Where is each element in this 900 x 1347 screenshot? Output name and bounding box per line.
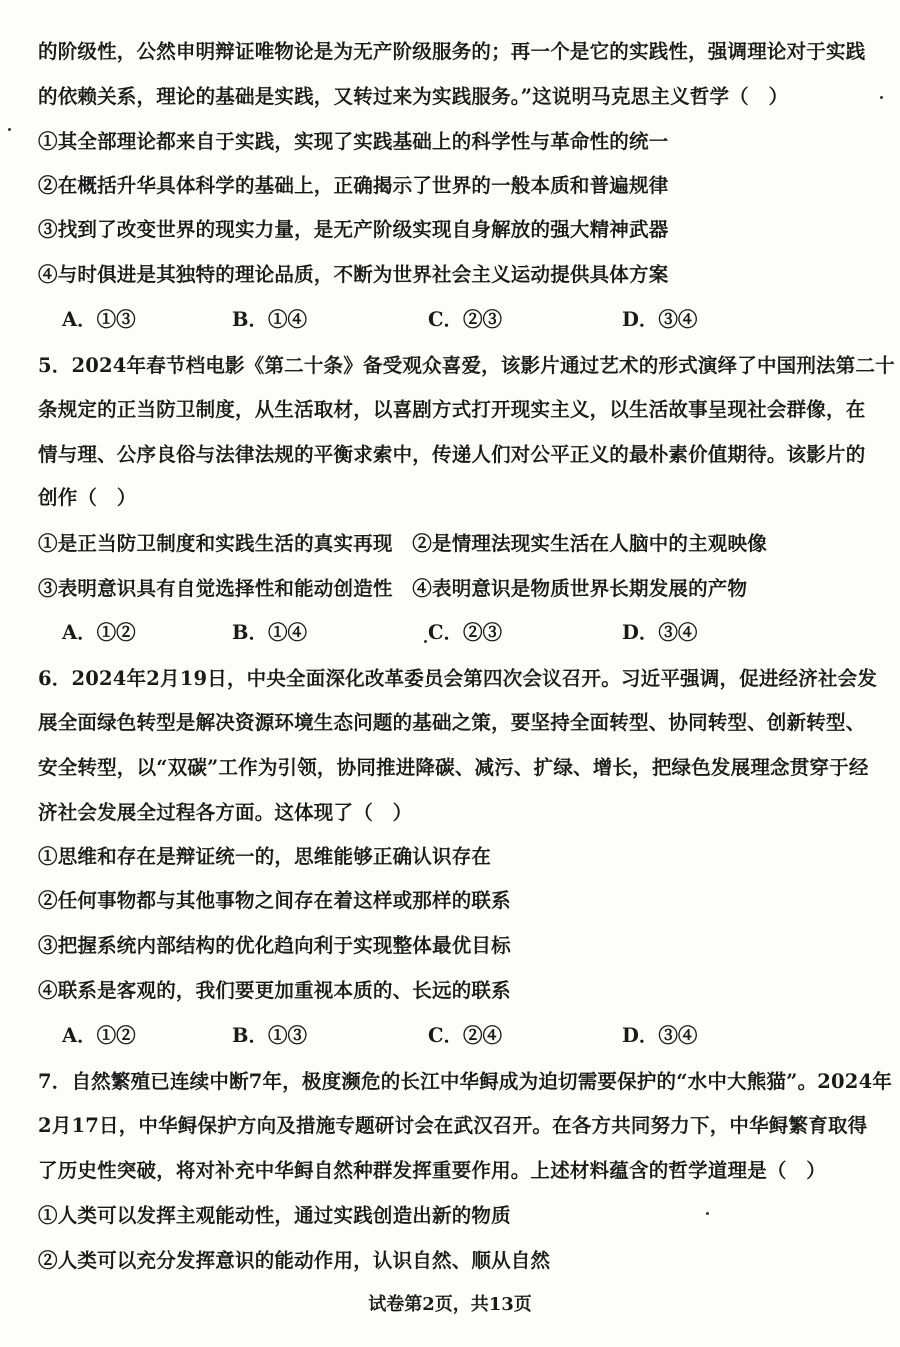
- q6-option-a: A．①②: [62, 1024, 136, 1047]
- q7-statement-2: ②人类可以充分发挥意识的能动作用，认识自然、顺从自然: [38, 1249, 551, 1272]
- q5-text-line-3: 情与理、公序良俗与法律法规的平衡求索中，传递人们对公平正义的最朴素价值期待。该影片的: [38, 443, 866, 466]
- q7-statement-1: ①人类可以发挥主观能动性，通过实践创造出新的物质: [38, 1204, 511, 1227]
- q5-option-c: C．②③: [428, 621, 503, 644]
- q4-option-d: D．③④: [622, 308, 698, 331]
- q6-statement-3: ③把握系统内部结构的优化趋向利于实现整体最优目标: [38, 934, 511, 957]
- q5-statements-1-2: ①是正当防卫制度和实践生活的真实再现 ②是情理法现实生活在人脑中的主观映像: [38, 532, 767, 555]
- q6-option-b: B．①③: [232, 1024, 307, 1047]
- q7-text-line-1: 7．自然繁殖已连续中断7年，极度濒危的长江中华鲟成为迫切需要保护的“水中大熊猫”。2024年: [38, 1070, 893, 1093]
- q5-text-line-1: 5．2024年春节档电影《第二十条》备受观众喜爱，该影片通过艺术的形式演绎了中国刑法第二十: [38, 354, 895, 377]
- q4-statement-1: ①其全部理论都来自于实践，实现了实践基础上的科学性与革命性的统一: [38, 130, 669, 153]
- q5-option-d: D．③④: [622, 621, 698, 644]
- q5-option-b: B．①④: [232, 621, 307, 644]
- q5-statements-3-4: ③表明意识具有自觉选择性和能动创造性 ④表明意识是物质世界长期发展的产物: [38, 577, 748, 600]
- q5-text-line-4: 创作（ ）: [38, 486, 137, 509]
- q4-option-c: C．②③: [428, 308, 503, 331]
- q7-text-line-2: 2月17日，中华鲟保护方向及措施专题研讨会在武汉召开。在各方共同努力下，中华鲟繁育取得: [38, 1114, 868, 1137]
- q7-text-line-3: 了历史性突破，将对补充中华鲟自然种群发挥重要作用。上述材料蕴含的哲学道理是（ ）: [38, 1159, 827, 1182]
- q6-text-line-4: 济社会发展全过程各方面。这体现了（ ）: [38, 801, 413, 824]
- q6-text-line-1: 6．2024年2月19日，中央全面深化改革委员会第四次会议召开。习近平强调，促进经济社会发: [38, 667, 878, 690]
- q5-text-line-2: 条规定的正当防卫制度，从生活取材，以喜剧方式打开现实主义，以生活故事呈现社会群像，在: [38, 398, 866, 421]
- page-footer: 试卷第2页，共13页: [368, 1294, 532, 1315]
- q6-statement-4: ④联系是客观的，我们要更加重视本质的、长远的联系: [38, 979, 511, 1002]
- scan-speck: [880, 96, 883, 99]
- q6-statement-1: ①思维和存在是辩证统一的，思维能够正确认识存在: [38, 845, 492, 868]
- q5-option-a: A．①②: [62, 621, 136, 644]
- scan-speck: [424, 640, 427, 643]
- q6-statement-2: ②任何事物都与其他事物之间存在着这样或那样的联系: [38, 889, 511, 912]
- q4-text-line-1: 的阶级性，公然申明辩证唯物论是为无产阶级服务的；再一个是它的实践性，强调理论对于实践: [38, 40, 866, 63]
- q4-text-line-2: 的依赖关系，理论的基础是实践，又转过来为实践服务。”这说明马克思主义哲学（ ）: [38, 85, 789, 108]
- q6-option-d: D．③④: [622, 1024, 698, 1047]
- q6-text-line-2: 展全面绿色转型是解决资源环境生态问题的基础之策，要坚持全面转型、协同转型、创新转型、: [38, 711, 866, 734]
- q4-option-b: B．①④: [232, 308, 307, 331]
- q6-text-line-3: 安全转型，以“双碳”工作为引领，协同推进降碳、减污、扩绿、增长，把绿色发展理念贯穿于经: [38, 756, 869, 779]
- q4-statement-2: ②在概括升华具体科学的基础上，正确揭示了世界的一般本质和普遍规律: [38, 174, 669, 197]
- q6-option-c: C．②④: [428, 1024, 503, 1047]
- scan-speck: [8, 128, 11, 131]
- q4-option-a: A．①③: [62, 308, 136, 331]
- scan-speck: [706, 1212, 709, 1215]
- q4-statement-3: ③找到了改变世界的现实力量，是无产阶级实现自身解放的强大精神武器: [38, 218, 669, 241]
- q4-statement-4: ④与时俱进是其独特的理论品质，不断为世界社会主义运动提供具体方案: [38, 263, 669, 286]
